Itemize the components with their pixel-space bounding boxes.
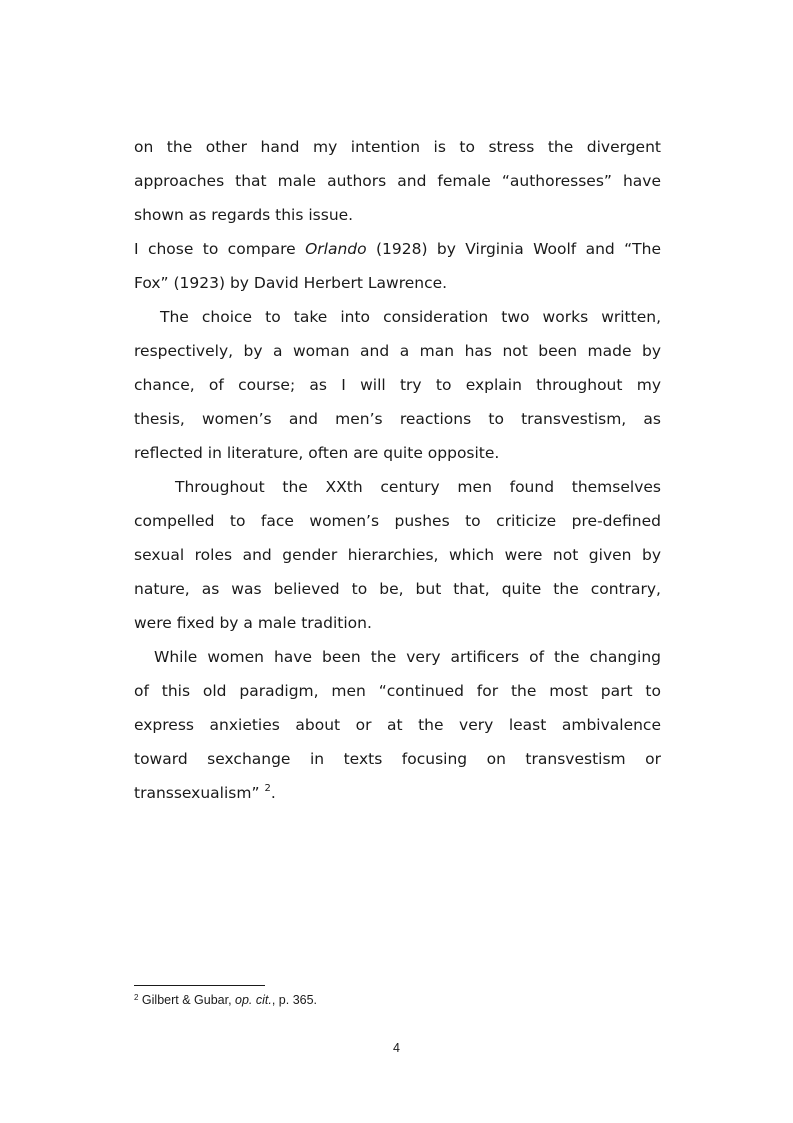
text-line: reflected in literature, often are quite opposite. [134,444,500,462]
footnote-text: , p. 365. [271,993,318,1007]
text-line: Fox” (1923) by David Herbert Lawrence. [134,274,448,292]
text-line: compelled to face women’s pushes to criticize pre-defined [134,512,661,530]
body-text [134,130,661,810]
text-line: shown as regards this issue. [134,206,354,224]
footnote-separator [134,985,265,986]
text-line: nature, as was believed to be, but that, quite the contrary, [134,580,661,598]
text-line: respectively, by a woman and a man has not been made by [134,342,661,360]
text-line: approaches that male authors and female “authoresses” have [134,172,661,190]
text-fragment: transsexualism” [134,784,265,802]
text-line: While women have been the very artificers of the changing [154,648,661,666]
footnote-reference: 2 [264,783,271,794]
text-line: chance, of course; as I will try to explain throughout my [134,376,661,394]
text-line: express anxieties about or at the very least ambivalence [134,716,661,734]
text-line [134,776,661,810]
footnote-text: Gilbert & Gubar, [138,993,236,1007]
text-fragment: . [270,784,276,802]
text-line: thesis, women’s and men’s reactions to transvestism, as [134,410,661,428]
page-number: 4 [393,1041,400,1055]
footnote-marker: 2 [134,993,139,1002]
book-title: Orlando [305,240,367,258]
text-line: Throughout the XXth century men found themselves [175,478,661,496]
text-line [134,232,661,266]
footnote-italic: op. cit. [235,993,272,1007]
text-line: of this old paradigm, men “continued for the most part to [134,682,661,700]
text-line: sexual roles and gender hierarchies, which were not given by [134,546,661,564]
text-line: on the other hand my intention is to stress the divergent [134,138,661,156]
text-line: were fixed by a male tradition. [134,614,372,632]
text-line: The choice to take into consideration two works written, [160,308,661,326]
text-fragment: (1928) by Virginia Woolf and “The [366,240,661,258]
footnote [134,992,317,1008]
text-line: toward sexchange in texts focusing on transvestism or [134,750,661,768]
text-fragment: I chose to compare [134,240,306,258]
